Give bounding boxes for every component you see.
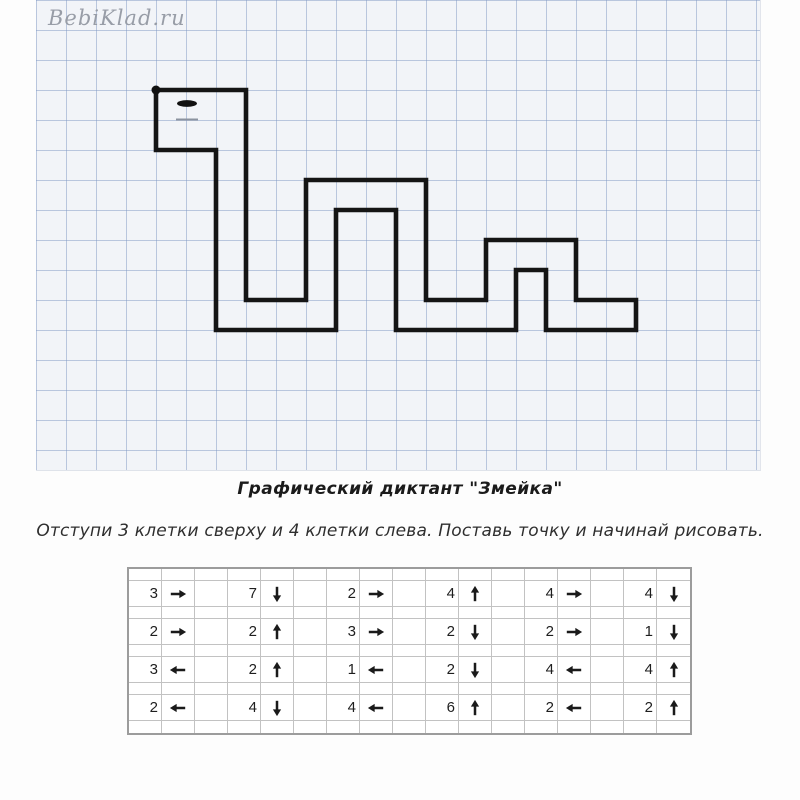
table-cell-empty bbox=[261, 569, 294, 581]
table-cell-empty bbox=[591, 581, 624, 607]
table-cell-empty bbox=[426, 683, 459, 695]
table-cell-empty bbox=[657, 683, 690, 695]
arrow-down-icon bbox=[465, 661, 485, 679]
step-arrow-r1-c1 bbox=[261, 619, 294, 645]
arrow-up-icon bbox=[465, 585, 485, 603]
step-count-r0-c5: 4 bbox=[624, 581, 657, 607]
arrow-down-icon bbox=[664, 585, 684, 603]
step-count-r2-c3: 2 bbox=[426, 657, 459, 683]
table-cell-empty bbox=[162, 569, 195, 581]
table-cell-empty bbox=[624, 645, 657, 657]
table-cell-empty bbox=[459, 645, 492, 657]
table-cell-empty bbox=[228, 721, 261, 733]
step-arrow-r3-c5 bbox=[657, 695, 690, 721]
table-cell-empty bbox=[393, 581, 426, 607]
step-arrow-r3-c2 bbox=[360, 695, 393, 721]
table-cell-empty bbox=[459, 607, 492, 619]
table-cell-empty bbox=[195, 657, 228, 683]
table-cell-empty bbox=[558, 645, 591, 657]
step-arrow-r1-c3 bbox=[459, 619, 492, 645]
dictation-table bbox=[127, 567, 692, 735]
table-cell-empty bbox=[162, 607, 195, 619]
table-cell-empty bbox=[393, 569, 426, 581]
step-arrow-r0-c3 bbox=[459, 581, 492, 607]
step-count-r3-c4: 2 bbox=[525, 695, 558, 721]
table-cell-empty bbox=[591, 695, 624, 721]
table-cell-empty bbox=[393, 721, 426, 733]
step-count-r2-c2: 1 bbox=[327, 657, 360, 683]
step-arrow-r2-c1 bbox=[261, 657, 294, 683]
step-count-r3-c0: 2 bbox=[129, 695, 162, 721]
table-cell-empty bbox=[327, 721, 360, 733]
table-cell-empty bbox=[624, 569, 657, 581]
table-cell-empty bbox=[261, 721, 294, 733]
table-cell-empty bbox=[657, 569, 690, 581]
arrow-up-icon bbox=[465, 699, 485, 717]
step-arrow-r1-c5 bbox=[657, 619, 690, 645]
step-arrow-r0-c1 bbox=[261, 581, 294, 607]
table-cell-empty bbox=[294, 683, 327, 695]
step-arrow-r3-c0 bbox=[162, 695, 195, 721]
table-cell-empty bbox=[129, 645, 162, 657]
table-cell-empty bbox=[558, 569, 591, 581]
step-count-r0-c3: 4 bbox=[426, 581, 459, 607]
table-cell-empty bbox=[426, 645, 459, 657]
table-cell-empty bbox=[591, 683, 624, 695]
step-count-r0-c0: 3 bbox=[129, 581, 162, 607]
table-cell-empty bbox=[426, 721, 459, 733]
table-cell-empty bbox=[228, 607, 261, 619]
table-cell-empty bbox=[294, 581, 327, 607]
step-arrow-r3-c3 bbox=[459, 695, 492, 721]
step-arrow-r2-c2 bbox=[360, 657, 393, 683]
table-cell-empty bbox=[129, 569, 162, 581]
step-arrow-r0-c5 bbox=[657, 581, 690, 607]
table-cell-empty bbox=[657, 721, 690, 733]
table-cell-empty bbox=[195, 721, 228, 733]
table-cell-empty bbox=[525, 683, 558, 695]
step-arrow-r2-c0 bbox=[162, 657, 195, 683]
arrow-up-icon bbox=[267, 661, 287, 679]
table-cell-empty bbox=[525, 721, 558, 733]
table-cell-empty bbox=[459, 683, 492, 695]
table-cell-empty bbox=[525, 607, 558, 619]
table-cell-empty bbox=[261, 683, 294, 695]
step-count-r1-c3: 2 bbox=[426, 619, 459, 645]
snake-drawing bbox=[36, 0, 760, 470]
table-cell-empty bbox=[195, 619, 228, 645]
step-arrow-r0-c4 bbox=[558, 581, 591, 607]
table-cell-empty bbox=[459, 569, 492, 581]
table-cell-empty bbox=[492, 581, 525, 607]
table-cell-empty bbox=[261, 607, 294, 619]
table-cell-empty bbox=[327, 645, 360, 657]
step-count-r2-c4: 4 bbox=[525, 657, 558, 683]
step-count-r0-c1: 7 bbox=[228, 581, 261, 607]
step-count-r2-c5: 4 bbox=[624, 657, 657, 683]
table-cell-empty bbox=[228, 569, 261, 581]
step-arrow-r1-c0 bbox=[162, 619, 195, 645]
table-cell-empty bbox=[393, 607, 426, 619]
arrow-down-icon bbox=[267, 585, 287, 603]
table-cell-empty bbox=[558, 683, 591, 695]
step-arrow-r0-c0 bbox=[162, 581, 195, 607]
arrow-down-icon bbox=[465, 623, 485, 641]
table-cell-empty bbox=[294, 657, 327, 683]
table-cell-empty bbox=[195, 645, 228, 657]
table-cell-empty bbox=[492, 619, 525, 645]
table-cell-empty bbox=[591, 721, 624, 733]
arrow-down-icon bbox=[267, 699, 287, 717]
table-cell-empty bbox=[129, 683, 162, 695]
step-count-r0-c2: 2 bbox=[327, 581, 360, 607]
arrow-left-icon bbox=[564, 699, 584, 717]
arrow-left-icon bbox=[168, 699, 188, 717]
table-cell-empty bbox=[228, 683, 261, 695]
table-cell-empty bbox=[195, 695, 228, 721]
table-cell-empty bbox=[261, 645, 294, 657]
table-cell-empty bbox=[591, 607, 624, 619]
table-cell-empty bbox=[558, 721, 591, 733]
table-cell-empty bbox=[591, 645, 624, 657]
table-cell-empty bbox=[492, 683, 525, 695]
table-cell-empty bbox=[393, 619, 426, 645]
table-cell-empty bbox=[195, 569, 228, 581]
table-cell-empty bbox=[162, 721, 195, 733]
table-cell-empty bbox=[492, 569, 525, 581]
step-arrow-r1-c2 bbox=[360, 619, 393, 645]
step-count-r1-c5: 1 bbox=[624, 619, 657, 645]
table-cell-empty bbox=[294, 619, 327, 645]
arrow-up-icon bbox=[267, 623, 287, 641]
table-cell-empty bbox=[195, 607, 228, 619]
table-cell-empty bbox=[492, 657, 525, 683]
step-count-r3-c5: 2 bbox=[624, 695, 657, 721]
step-count-r1-c2: 3 bbox=[327, 619, 360, 645]
step-count-r3-c2: 4 bbox=[327, 695, 360, 721]
table-cell-empty bbox=[294, 695, 327, 721]
table-cell-empty bbox=[360, 569, 393, 581]
step-arrow-r3-c1 bbox=[261, 695, 294, 721]
table-cell-empty bbox=[393, 695, 426, 721]
arrow-up-icon bbox=[664, 699, 684, 717]
table-cell-empty bbox=[327, 569, 360, 581]
table-cell-empty bbox=[360, 607, 393, 619]
table-cell-empty bbox=[624, 607, 657, 619]
arrow-right-icon bbox=[564, 623, 584, 641]
table-cell-empty bbox=[558, 607, 591, 619]
step-arrow-r2-c4 bbox=[558, 657, 591, 683]
table-cell-empty bbox=[129, 607, 162, 619]
step-count-r3-c3: 6 bbox=[426, 695, 459, 721]
table-cell-empty bbox=[294, 645, 327, 657]
step-arrow-r3-c4 bbox=[558, 695, 591, 721]
table-cell-empty bbox=[294, 607, 327, 619]
watermark: BebiKlad.ru bbox=[48, 6, 186, 30]
table-cell-empty bbox=[624, 683, 657, 695]
arrow-right-icon bbox=[366, 585, 386, 603]
table-cell-empty bbox=[525, 569, 558, 581]
page-title: Графический диктант "Змейка" bbox=[237, 479, 563, 499]
table-cell-empty bbox=[459, 721, 492, 733]
arrow-left-icon bbox=[366, 699, 386, 717]
arrow-down-icon bbox=[664, 623, 684, 641]
step-count-r2-c1: 2 bbox=[228, 657, 261, 683]
arrow-left-icon bbox=[564, 661, 584, 679]
step-arrow-r1-c4 bbox=[558, 619, 591, 645]
step-count-r0-c4: 4 bbox=[525, 581, 558, 607]
table-cell-empty bbox=[591, 569, 624, 581]
table-cell-empty bbox=[360, 683, 393, 695]
step-arrow-r2-c5 bbox=[657, 657, 690, 683]
arrow-left-icon bbox=[168, 661, 188, 679]
snake-outline bbox=[156, 90, 636, 330]
step-count-r1-c4: 2 bbox=[525, 619, 558, 645]
table-cell-empty bbox=[591, 619, 624, 645]
arrow-right-icon bbox=[366, 623, 386, 641]
table-cell-empty bbox=[162, 683, 195, 695]
step-arrow-r2-c3 bbox=[459, 657, 492, 683]
table-cell-empty bbox=[327, 607, 360, 619]
table-cell-empty bbox=[492, 645, 525, 657]
table-cell-empty bbox=[393, 683, 426, 695]
step-count-r3-c1: 4 bbox=[228, 695, 261, 721]
table-cell-empty bbox=[492, 695, 525, 721]
table-cell-empty bbox=[426, 607, 459, 619]
step-count-r1-c1: 2 bbox=[228, 619, 261, 645]
step-count-r1-c0: 2 bbox=[129, 619, 162, 645]
table-cell-empty bbox=[129, 721, 162, 733]
arrow-up-icon bbox=[664, 661, 684, 679]
table-cell-empty bbox=[393, 645, 426, 657]
arrow-left-icon bbox=[366, 661, 386, 679]
table-cell-empty bbox=[492, 721, 525, 733]
table-cell-empty bbox=[426, 569, 459, 581]
step-count-r2-c0: 3 bbox=[129, 657, 162, 683]
step-arrow-r0-c2 bbox=[360, 581, 393, 607]
graph-paper bbox=[36, 0, 761, 471]
arrow-right-icon bbox=[168, 585, 188, 603]
table-cell-empty bbox=[492, 607, 525, 619]
table-cell-empty bbox=[393, 657, 426, 683]
table-cell-empty bbox=[294, 569, 327, 581]
table-cell-empty bbox=[195, 581, 228, 607]
table-cell-empty bbox=[360, 721, 393, 733]
table-cell-empty bbox=[525, 645, 558, 657]
instruction-text: Отступи 3 клетки сверху и 4 клетки слева. Поставь точку и начинай рисовать. bbox=[36, 521, 764, 541]
table-cell-empty bbox=[657, 645, 690, 657]
snake-eye-icon bbox=[177, 100, 197, 107]
table-cell-empty bbox=[360, 645, 393, 657]
arrow-right-icon bbox=[168, 623, 188, 641]
table-cell-empty bbox=[228, 645, 261, 657]
table-cell-empty bbox=[591, 657, 624, 683]
start-dot bbox=[152, 86, 161, 95]
table-cell-empty bbox=[624, 721, 657, 733]
table-cell-empty bbox=[657, 607, 690, 619]
table-cell-empty bbox=[162, 645, 195, 657]
table-cell-empty bbox=[327, 683, 360, 695]
arrow-right-icon bbox=[564, 585, 584, 603]
table-cell-empty bbox=[294, 721, 327, 733]
table-cell-empty bbox=[195, 683, 228, 695]
